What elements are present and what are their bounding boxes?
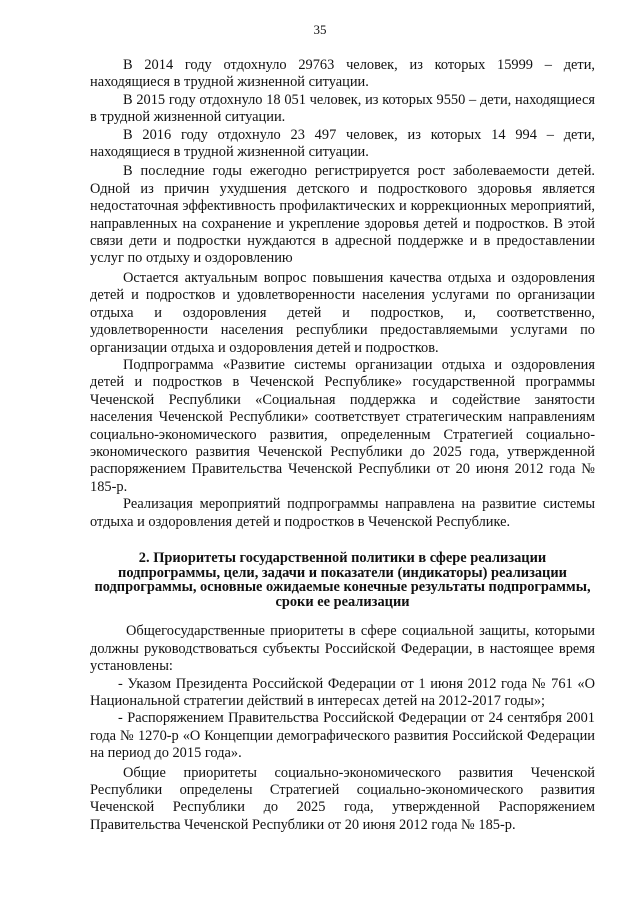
list-item-presidential-decree: - Указом Президента Российской Федерации от 1 июня 2012 года № 761 «О Национальной стратегии действий в интересах детей на 2012-2017 годы»; (90, 675, 595, 709)
section-heading: 2. Приоритеты государственной политики в сфере реализации подпрограммы, цели, задачи и показатели (индикаторы) реализации подпрограммы, основные ожидаемые конечные результаты подпрограммы, сроки ее реализации (94, 549, 591, 610)
document-body (90, 57, 595, 834)
paragraph-quality-issue: Остается актуальным вопрос повышения качества отдыха и оздоровления детей и подростков и удовлетворенности населения услугами по организации отдыха и оздоровления детей и подростков, и, соответственно, удовлетворенности населения республики предоставляемыми услугами по организации отдыха и оздоровления детей и подростков. (90, 269, 595, 356)
paragraph-2016-stats: В 2016 году отдохнуло 23 497 человек, из которых 14 994 – дети, находящиеся в трудной жизненной ситуации. (90, 126, 595, 161)
list-item-government-order: - Распоряжением Правительства Российской Федерации от 24 сентября 2001 года № 1270-р «О Концепции демографического развития Российской Федерации на период до 2015 года». (90, 710, 595, 762)
page-number: 35 (313, 22, 327, 37)
paragraph-subprogram-aim: Реализация мероприятий подпрограммы направлена на развитие системы отдыха и оздоровления детей и подростков в Чеченской Республике. (90, 496, 595, 530)
paragraph-subprogram-compliance: Подпрограмма «Развитие системы организации отдыха и оздоровления детей и подростков в Чеченской Республике» государственной программы Чеченской Республики «Социальная поддержка и содействие занятости населения Чеченской Республики» соответствует стратегическим направлениям социально-экономического развития, определенным Стратегией социально-экономического развития Чеченской Республики до 2025 года, утвержденной распоряжением Правительства Чеченской Республики от 20 июня 2012 года № 185-р. (90, 356, 595, 495)
paragraph-regional-priorities: Общие приоритеты социально-экономического развития Чеченской Республики определены Стратегией социально-экономического развития Чеченской Республики до 2025 года, утвержденной Распоряжением Правительства Чеченской Республики от 20 июня 2012 года № 185-р. (90, 764, 595, 833)
paragraph-2014-stats: В 2014 году отдохнуло 29763 человек, из которых 15999 – дети, находящиеся в трудной жизненной ситуации. (90, 57, 595, 91)
paragraph-national-priorities: Общегосударственные приоритеты в сфере социальной защиты, которыми должны руководствоваться субъекты Российской Федерации, в настоящее время установлены: (90, 623, 595, 675)
paragraph-morbidity: В последние годы ежегодно регистрируется рост заболеваемости детей. Одной из причин ухудшения детского и подросткового здоровья является недостаточная эффективность профилактических и коррекционных мероприятий, направленных на сохранение и укрепление здоровья детей и подростков. В этой связи дети и подростки нуждаются в адресной поддержке и в предоставлении услуг по отдыху и оздоровлению (90, 163, 595, 267)
paragraph-2015-stats: В 2015 году отдохнуло 18 051 человек, из которых 9550 – дети, находящиеся в трудной жизненной ситуации. (90, 91, 595, 126)
